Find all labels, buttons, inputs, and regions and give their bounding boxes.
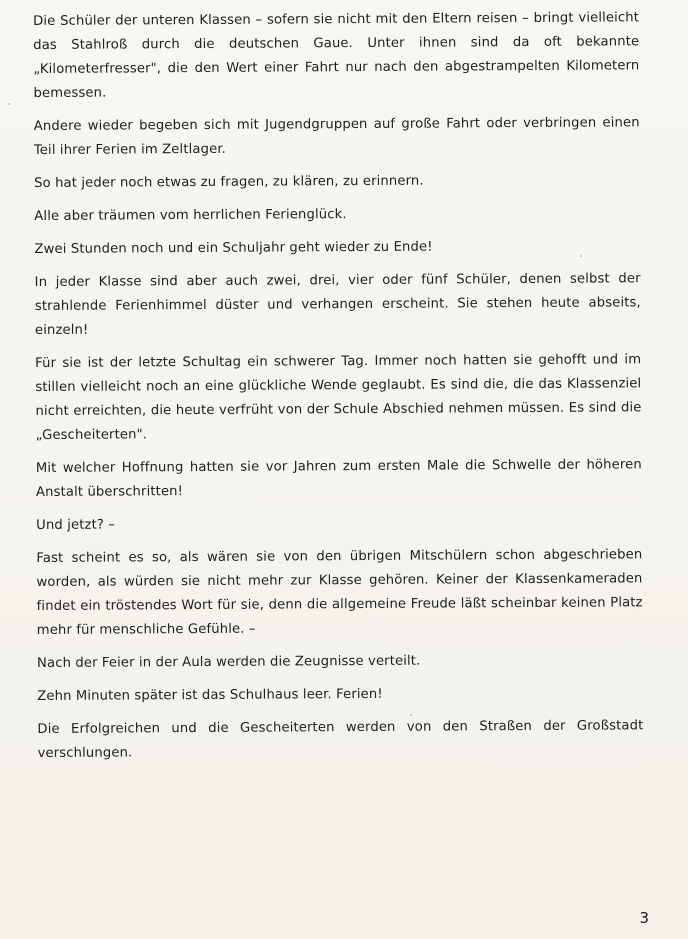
- paragraph: Alle aber träumen vom herrlichen Ferienglück.: [34, 207, 347, 224]
- scan-speck: [580, 255, 582, 257]
- paragraph: Die Schüler der unteren Klassen – sofern sie nicht mit den Eltern reisen – bringt vielleicht das Stahlroß durch die deutschen Gaue. Unter ihnen sind da oft bekannte „Kilometerfresser", die den Wert einer Fahrt nur nach den abgestrampelten Kilometern bemessen.: [33, 10, 640, 101]
- scan-speck: [8, 103, 10, 105]
- paragraph: So hat jeder noch etwas zu fragen, zu klären, zu erinnern.: [34, 173, 424, 191]
- page-number: 3: [639, 909, 649, 927]
- scan-speck: [410, 714, 412, 716]
- paragraph: Für sie ist der letzte Schultag ein schwerer Tag. Immer noch hatten sie gehofft und im stillen vielleicht noch an eine glückliche Wende geglaubt. Es sind die, die das Klassenziel nicht erreichten, die heute verfrüht von der Schule Abschied nehmen müssen. Es sind die „Gescheiterten".: [35, 352, 642, 443]
- paragraph: Nach der Feier in der Aula werden die Zeugnisse verteilt.: [36, 653, 421, 671]
- paragraph: Zehn Minuten später ist das Schulhaus leer. Ferien!: [37, 686, 383, 704]
- paragraph: Und jetzt? –: [36, 517, 116, 533]
- body-text: [33, 6, 644, 775]
- paragraph: In jeder Klasse sind aber auch zwei, drei, vier oder fünf Schüler, denen selbst der strahlende Ferienhimmel düster und verhangen erscheint. Sie stehen heute abseits, einzeln!: [34, 271, 641, 338]
- paragraph: Mit welcher Hoffnung hatten sie vor Jahren zum ersten Male die Schwelle der höheren Anstalt überschritten!: [35, 457, 642, 500]
- paragraph: Zwei Stunden noch und ein Schuljahr geht wieder zu Ende!: [34, 239, 433, 257]
- paragraph: Die Erfolgreichen und die Gescheiterten werden von den Straßen der Großstadt verschlungen.: [37, 718, 644, 761]
- paragraph: Andere wieder begeben sich mit Jugendgruppen auf große Fahrt oder verbringen einen Teil ihrer Ferien im Zeltlager.: [33, 115, 640, 158]
- paragraph: Fast scheint es so, als wären sie von den übrigen Mitschülern schon abgeschrieben worden, als würden sie nicht mehr zur Klasse gehören. Keiner der Klassenkameraden findet ein tröstendes Wort für sie, denn die allgemeine Freude läßt scheinbar keinen Platz mehr für menschliche Gefühle. –: [36, 547, 643, 638]
